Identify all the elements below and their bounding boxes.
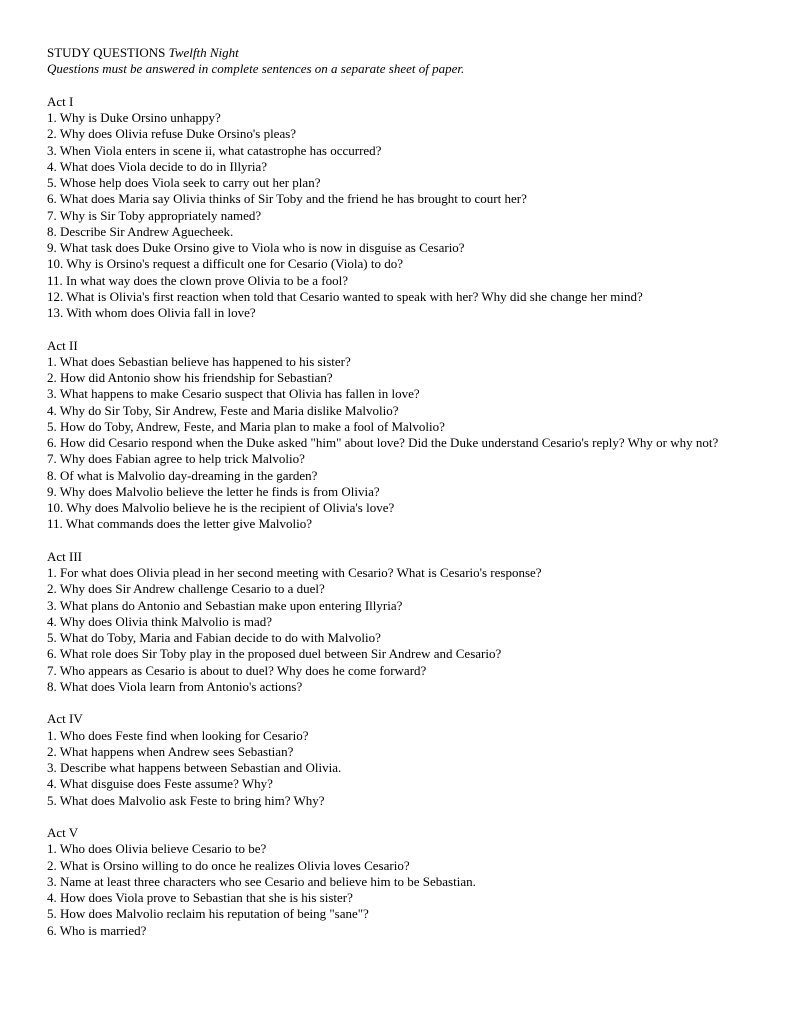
question-item: 1. Who does Feste find when looking for Cesario? (47, 727, 309, 743)
question-item: 8. Of what is Malvolio day-dreaming in the garden? (47, 467, 318, 483)
question-item: 10. Why does Malvolio believe he is the recipient of Olivia's love? (47, 500, 395, 515)
section-spacer (47, 78, 747, 94)
act-heading: Act I (47, 93, 74, 109)
question-item: 4. How does Viola prove to Sebastian that she is his sister? (47, 890, 353, 905)
question-item: 6. How did Cesario respond when the Duke asked "him" about love? Did the Duke understand Cesario's reply? Why or why not? (47, 435, 719, 450)
question-item: 3. What happens to make Cesario suspect that Olivia has fallen in love? (47, 386, 420, 402)
question-item: 4. Why do Sir Toby, Sir Andrew, Feste and Maria dislike Malvolio? (47, 402, 399, 418)
question-item: 5. What does Malvolio ask Feste to bring him? Why? (47, 792, 325, 808)
question-item: 6. Who is married? (47, 922, 147, 938)
question-item: 4. What disguise does Feste assume? Why? (47, 776, 273, 792)
question-item: 1. Who does Olivia believe Cesario to be? (47, 841, 267, 857)
question-item: 5. How do Toby, Andrew, Feste, and Maria plan to make a fool of Malvolio? (47, 418, 445, 434)
question-item: 3. Name at least three characters who see Cesario and believe him to be Sebastian. (47, 873, 476, 889)
question-item: 11. In what way does the clown prove Olivia to be a fool? (47, 272, 348, 288)
question-item: 2. Why does Sir Andrew challenge Cesario to a duel? (47, 581, 325, 597)
act-heading: Act III (47, 548, 83, 564)
question-item: 12. What is Olivia's first reaction when told that Cesario wanted to speak with her? Why did she change her mind? (47, 288, 643, 304)
question-item: 9. What task does Duke Orsino give to Viola who is now in disguise as Cesario? (47, 240, 465, 255)
question-item: 2. What is Orsino willing to do once he realizes Olivia loves Cesario? (47, 857, 410, 873)
question-item: 3. What plans do Antonio and Sebastian make upon entering Illyria? (47, 597, 403, 613)
act-section (47, 711, 747, 809)
question-item: 5. How does Malvolio reclaim his reputation of being "sane"? (47, 906, 369, 922)
question-item: 5. Whose help does Viola seek to carry out her plan? (47, 175, 321, 190)
act-heading: Act IV (47, 711, 83, 727)
act-heading: Act II (47, 337, 78, 353)
question-item: 9. Why does Malvolio believe the letter he finds is from Olivia? (47, 483, 380, 499)
question-item: 5. What do Toby, Maria and Fabian decide to do with Malvolio? (47, 630, 381, 645)
question-item: 7. Why does Fabian agree to help trick Malvolio? (47, 451, 305, 467)
question-item: 11. What commands does the letter give Malvolio? (47, 516, 312, 532)
act-section (47, 825, 747, 939)
question-item: 6. What role does Sir Toby play in the proposed duel between Sir Andrew and Cesario? (47, 646, 502, 662)
document-page (47, 45, 747, 939)
title-play-name: Twelfth Night (168, 45, 239, 60)
document-title (47, 45, 747, 61)
question-item: 8. Describe Sir Andrew Aguecheek. (47, 223, 234, 239)
act-heading: Act V (47, 825, 79, 840)
question-item: 1. What does Sebastian believe has happened to his sister? (47, 353, 351, 369)
acts-container (47, 78, 747, 939)
question-item: 4. What does Viola decide to do in Illyria? (47, 158, 268, 174)
question-item: 3. When Viola enters in scene ii, what catastrophe has occurred? (47, 142, 382, 158)
act-section (47, 94, 747, 322)
question-item: 4. Why does Olivia think Malvolio is mad? (47, 613, 273, 629)
section-spacer (47, 809, 747, 825)
question-item: 3. Describe what happens between Sebastian and Olivia. (47, 760, 342, 775)
question-item: 7. Why is Sir Toby appropriately named? (47, 207, 262, 223)
question-item: 10. Why is Orsino's request a difficult one for Cesario (Viola) to do? (47, 256, 403, 272)
question-item: 1. Why is Duke Orsino unhappy? (47, 110, 221, 125)
question-item: 2. What happens when Andrew sees Sebastian? (47, 743, 294, 759)
question-item: 8. What does Viola learn from Antonio's actions? (47, 678, 303, 694)
question-item: 13. With whom does Olivia fall in love? (47, 305, 256, 320)
instructions-text: Questions must be answered in complete sentences on a separate sheet of paper. (47, 61, 465, 77)
title-text: STUDY QUESTIONS (47, 45, 169, 60)
section-spacer (47, 533, 747, 549)
section-spacer (47, 321, 747, 337)
question-item: 6. What does Maria say Olivia thinks of Sir Toby and the friend he has brought to court her? (47, 191, 527, 207)
question-item: 2. Why does Olivia refuse Duke Orsino's pleas? (47, 126, 297, 142)
question-item: 7. Who appears as Cesario is about to duel? Why does he come forward? (47, 662, 427, 678)
act-section (47, 338, 747, 533)
question-item: 2. How did Antonio show his friendship for Sebastian? (47, 370, 333, 385)
question-item: 1. For what does Olivia plead in her second meeting with Cesario? What is Cesario's response? (47, 565, 542, 580)
section-spacer (47, 695, 747, 711)
act-section (47, 549, 747, 695)
